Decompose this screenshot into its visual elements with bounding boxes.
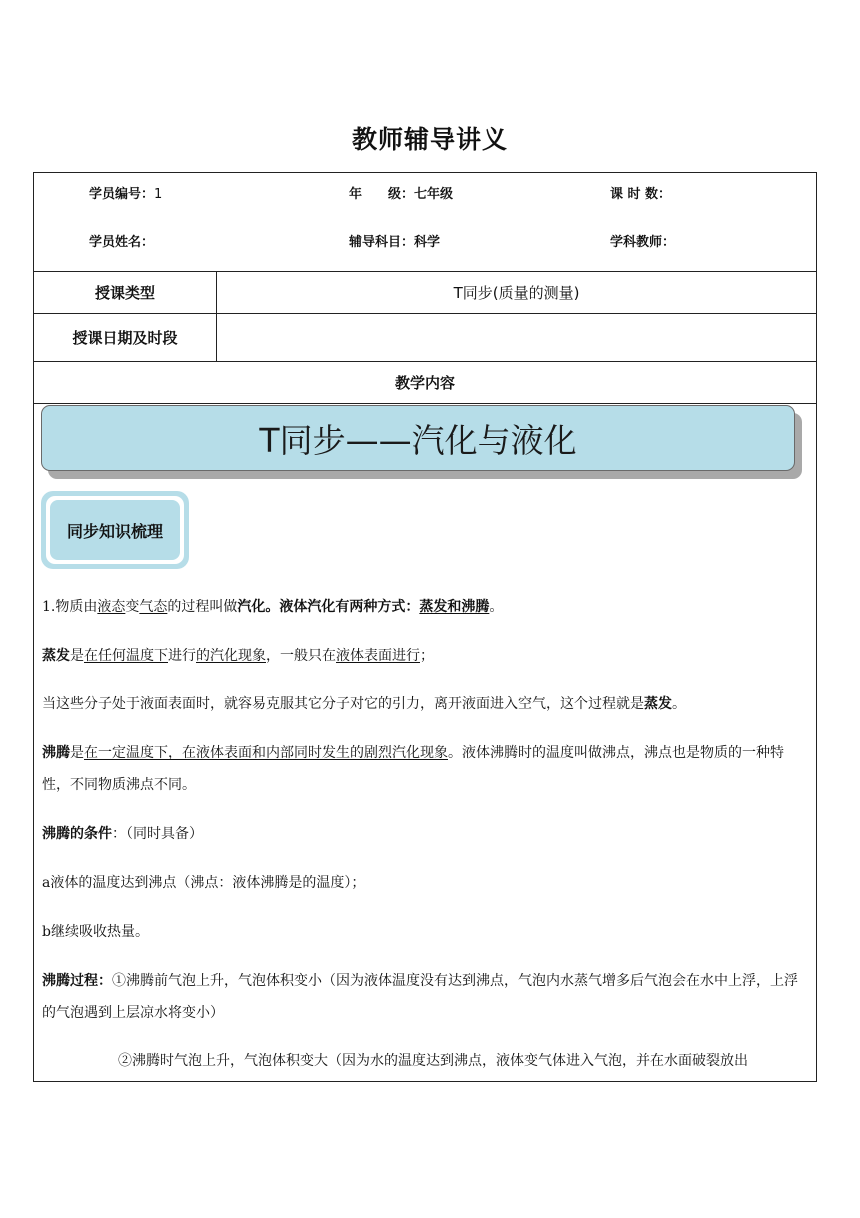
paragraph-boiling-process: 沸腾过程：①沸腾前气泡上升，气泡体积变小（因为液体温度没有达到沸点，气泡内水蒸气增多后气泡会在水中上浮，上浮的气泡遇到上层凉水将变小） [42,973,798,1021]
content-heading: 教学内容 [394,374,455,392]
lesson-date-value [217,314,816,361]
hours-field: 课 时 数： [610,187,672,202]
paragraph-vaporization: 1.物质由液态变气态的过程叫做汽化。液体汽化有两种方式：蒸发和沸腾。 [42,599,504,615]
lesson-table [33,172,817,1082]
paragraph-molecules: 当这些分子处于液面表面时，就容易克服其它分子对它的引力，离开液面进入空气，这个过程就是蒸发。 [42,696,686,712]
grade-field: 年 级：七年级 [349,187,454,202]
paragraph-boiling-process-2: ②沸腾时气泡上升，气泡体积变大（因为水的温度达到沸点，液体变气体进入气泡，并在水面破裂放出 [118,1053,748,1069]
paragraph-boiling-conditions: 沸腾的条件：（同时具备） [42,826,203,842]
subject-field: 辅导科目：科学 [349,235,441,250]
topic-banner: T同步——汽化与液化 [41,405,795,471]
section-badge [41,491,189,569]
paragraph-evaporation: 蒸发是在任何温度下进行的汽化现象，一般只在液体表面进行； [42,648,434,664]
lesson-date-row [34,314,816,362]
lesson-type-value: T同步(质量的测量) [453,284,580,302]
lesson-type-label: 授课类型 [34,272,217,313]
student-id-field: 学员编号：1 [89,187,163,202]
lesson-date-label: 授课日期及时段 [34,314,217,361]
teacher-field: 学科教师： [610,235,676,250]
content-heading-row [34,362,816,404]
student-name-field: 学员姓名： [89,235,155,250]
paragraph-condition-b: b继续吸收热量。 [42,924,149,940]
section-badge-label: 同步知识梳理 [50,500,180,560]
lesson-type-row [34,272,816,314]
paragraph-boiling: 沸腾是在一定温度下，在液体表面和内部同时发生的剧烈汽化现象。液体沸腾时的温度叫做沸点，沸点也是物质的一种特性，不同物质沸点不同。 [42,745,784,793]
paragraph-condition-a: a液体的温度达到沸点（沸点：液体沸腾是的温度）； [42,875,366,891]
info-row [34,173,816,272]
document-title: 教师辅导讲义 [351,125,508,154]
